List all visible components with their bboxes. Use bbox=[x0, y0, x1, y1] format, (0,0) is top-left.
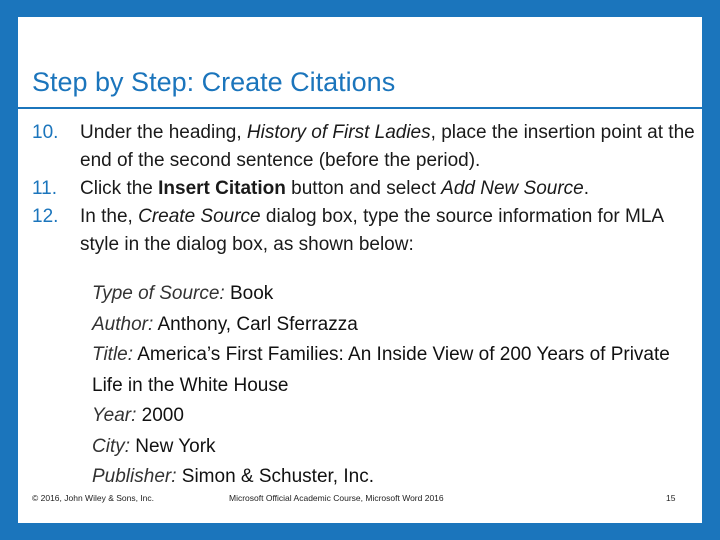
step-item bbox=[32, 175, 696, 203]
slide-footer bbox=[18, 487, 702, 507]
source-details bbox=[92, 279, 692, 493]
detail-author bbox=[92, 310, 692, 341]
detail-value: Simon & Schuster, Inc. bbox=[181, 466, 374, 487]
detail-value: Book bbox=[230, 283, 274, 304]
detail-label: Year: bbox=[92, 405, 137, 426]
slide bbox=[18, 17, 702, 523]
step-text: In the, bbox=[80, 206, 139, 227]
step-text: . bbox=[583, 178, 590, 199]
step-text: , place the insertion point at the end of the second sentence (before the period). bbox=[80, 122, 695, 171]
step-bold: Insert Citation bbox=[158, 178, 286, 199]
step-text: dialog box, type the source information for MLA style in the dialog box, as shown below: bbox=[80, 206, 664, 255]
detail-label: Type of Source: bbox=[92, 283, 225, 304]
detail-value: 2000 bbox=[141, 405, 184, 426]
detail-value: New York bbox=[135, 435, 216, 457]
title-divider bbox=[18, 107, 702, 109]
detail-type bbox=[92, 279, 692, 310]
detail-title bbox=[92, 340, 692, 401]
detail-label: Publisher: bbox=[92, 466, 177, 487]
step-number: 11. bbox=[32, 178, 58, 199]
detail-label: City: bbox=[92, 435, 130, 457]
step-emphasis: Create Source bbox=[138, 206, 261, 227]
footer-course: Microsoft Official Academic Course, Microsoft Word 2016 bbox=[229, 493, 444, 503]
detail-label: Title: bbox=[92, 344, 134, 365]
slide-title: Step by Step: Create Citations bbox=[32, 67, 396, 97]
detail-value: America’s First Families: An Inside View of 200 Years of Private Life in the White House bbox=[92, 344, 670, 396]
step-list bbox=[32, 119, 696, 259]
step-emphasis: History of First Ladies bbox=[246, 122, 431, 143]
step-text: Under the heading, bbox=[80, 122, 247, 143]
step-number: 12. bbox=[32, 206, 59, 227]
step-item bbox=[32, 119, 696, 175]
step-text: Click the bbox=[80, 178, 159, 199]
footer-copyright: © 2016, John Wiley & Sons, Inc. bbox=[32, 493, 155, 503]
page-number: 15 bbox=[666, 493, 676, 503]
step-text: button and select bbox=[285, 178, 442, 199]
detail-city bbox=[92, 432, 692, 463]
detail-year bbox=[92, 401, 692, 432]
step-number: 10. bbox=[32, 122, 59, 143]
detail-value: Anthony, Carl Sferrazza bbox=[157, 313, 358, 335]
step-item bbox=[32, 203, 696, 259]
detail-label: Author: bbox=[92, 313, 154, 335]
step-emphasis: Add New Source bbox=[441, 178, 584, 199]
